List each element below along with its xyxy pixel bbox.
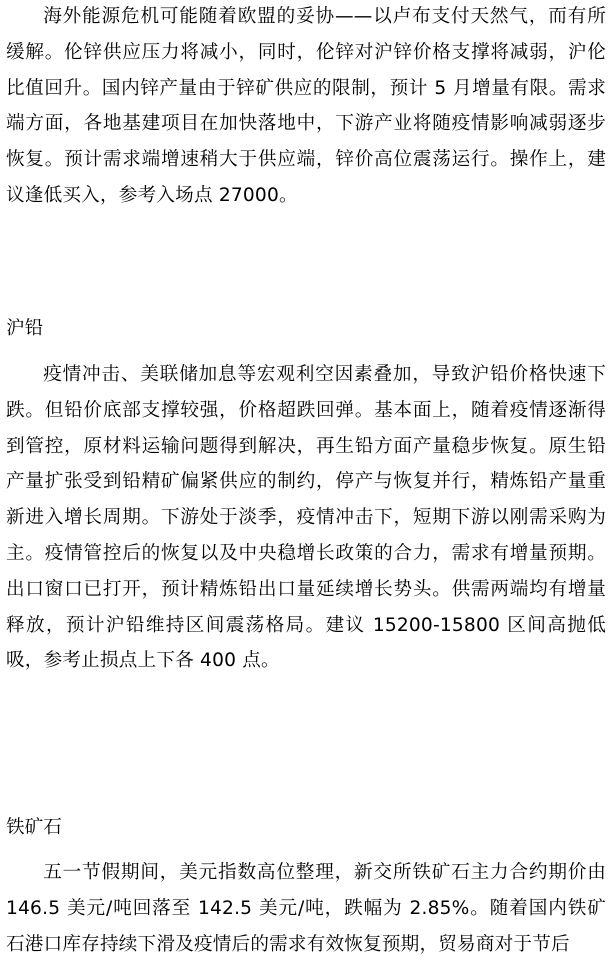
iron-ore-paragraph: 五一节假期间，美元指数高位整理，新交所铁矿石主力合约期价由 146.5 美元/吨回落至 142.5 美元/吨，跌幅为 2.85%。随着国内铁矿石港口库存持续下滑及疫情后的需求有效恢复预期，贸易商对于节后 xyxy=(6,862,606,955)
zinc-paragraph: 海外能源危机可能随着欧盟的妥协——以卢布支付天然气，而有所缓解。伦锌供应压力将减小，同时，伦锌对沪锌价格支撑将减弱，沪伦比值回升。国内锌产量由于锌矿供应的限制，预计 5 月增量有限。需求端方面，各地基建项目在加快落地中，下游产业将随疫情影响减弱逐步恢复。预计需求端增速稍大于供应端，锌价高位震荡运行。操作上，建议逢低买入，参考入场点 27000。 xyxy=(6,6,606,206)
lead-paragraph: 疫情冲击、美联储加息等宏观利空因素叠加，导致沪铅价格快速下跌。但铅价底部支撑较强，价格超跌回弹。基本面上，随着疫情逐渐得到管控，原材料运输问题得到解决，再生铅方面产量稳步恢复。原生铅产量扩张受到铅精矿偏紧供应的制约，停产与恢复并行，精炼铅产量重新进入增长周期。下游处于淡季，疫情冲击下，短期下游以刚需采购为主。疫情管控后的恢复以及中央稳增长政策的合力，需求有增量预期。出口窗口已打开，预计精炼铅出口量延续增长势头。供需两端均有增量释放，预计沪铅维持区间震荡格局。建议 15200-15800 区间高抛低吸，参考止损点上下各 400 点。 xyxy=(6,364,606,672)
lead-heading: 沪铅 xyxy=(6,318,44,339)
iron-ore-heading: 铁矿石 xyxy=(6,817,62,838)
